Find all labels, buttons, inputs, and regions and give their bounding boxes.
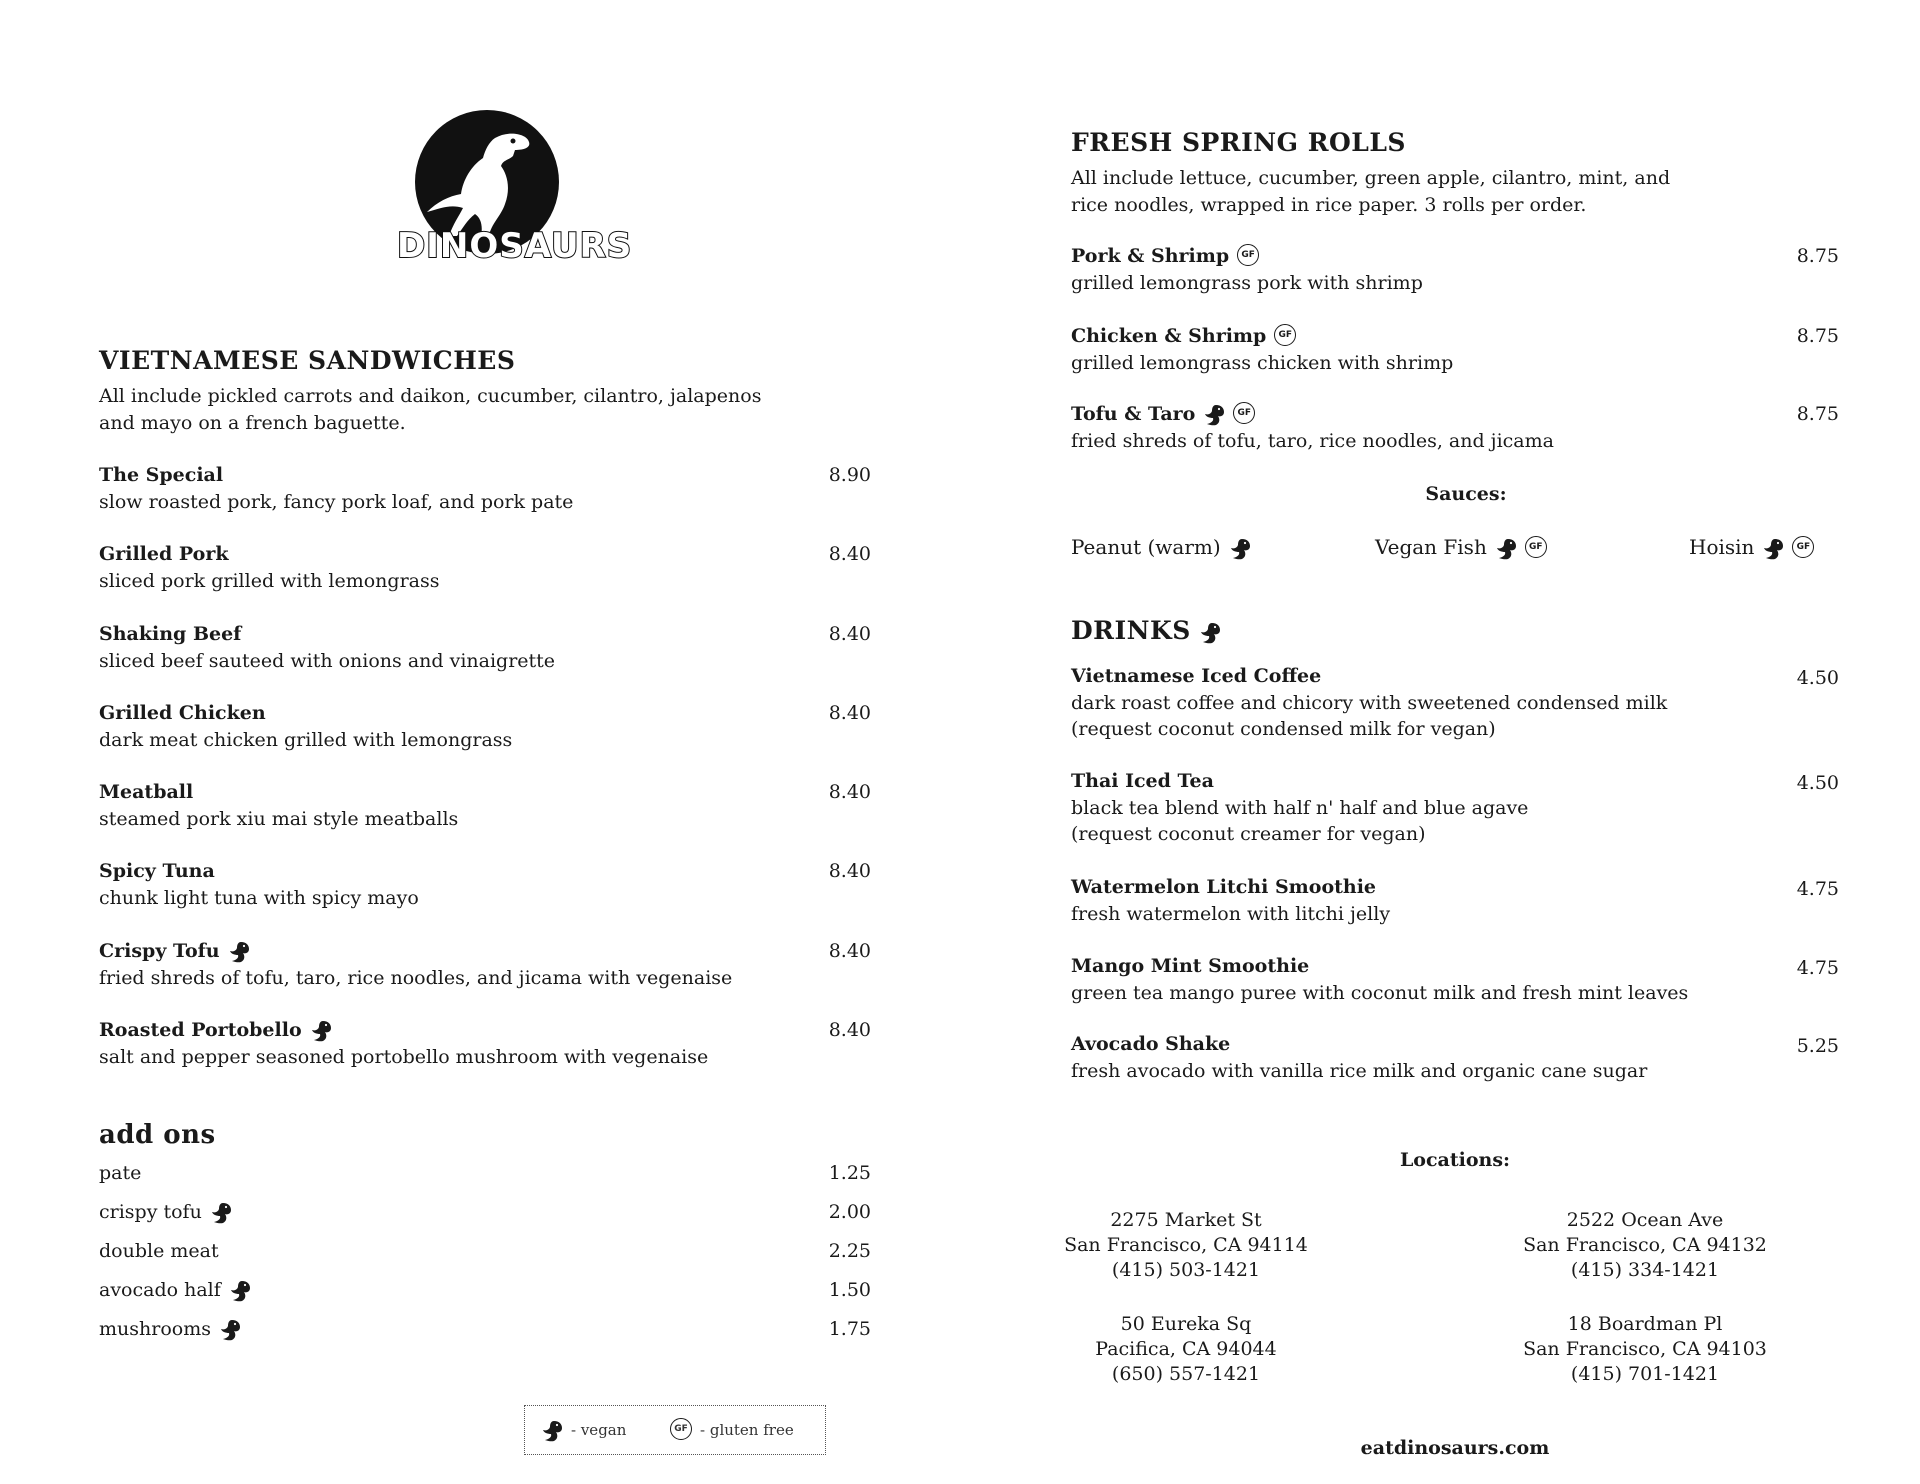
item-price: 8.40	[828, 623, 871, 645]
dinosaurs-logo	[397, 108, 633, 276]
sandwiches-heading: VIETNAMESE SANDWICHES	[99, 346, 516, 375]
legend-gluten-free	[670, 1406, 794, 1454]
location-phone: (650) 557-1421	[1111, 1363, 1261, 1385]
item-name-text: The Special	[99, 464, 224, 486]
gluten-free-icon: GF	[1525, 536, 1547, 558]
addon-item	[99, 1276, 871, 1306]
addon-price: 2.00	[828, 1201, 871, 1223]
item-name-text: Watermelon Litchi Smoothie	[1071, 876, 1377, 898]
item-description: steamed pork xiu mai style meatballs	[99, 808, 459, 830]
item-price: 8.40	[828, 1019, 871, 1041]
menu-item	[99, 938, 871, 994]
item-name	[99, 779, 193, 805]
item-price: 4.75	[1796, 878, 1839, 900]
location-city: San Francisco, CA 94103	[1523, 1338, 1767, 1360]
item-description-note: (request coconut creamer for vegan)	[1071, 823, 1426, 845]
item-price: 4.50	[1796, 772, 1839, 794]
addon-name	[99, 1276, 251, 1304]
item-price: 8.40	[828, 702, 871, 724]
item-price: 8.75	[1796, 325, 1839, 347]
addon-price: 1.50	[828, 1279, 871, 1301]
item-name	[99, 700, 266, 726]
vegan-dino-icon	[210, 1202, 232, 1224]
intro-line: All include lettuce, cucumber, green apple, cilantro, mint, and	[1071, 167, 1671, 189]
website-link[interactable]: eatdinosaurs.com	[1360, 1437, 1550, 1459]
location-city: San Francisco, CA 94132	[1523, 1234, 1767, 1256]
drinks-heading	[1071, 616, 1221, 645]
menu-item	[1071, 401, 1839, 457]
intro-line: and mayo on a french baguette.	[99, 412, 406, 434]
addon-item	[99, 1159, 871, 1189]
item-name	[1071, 323, 1296, 349]
addon-name-text: mushrooms	[99, 1318, 211, 1340]
addons-heading: add ons	[99, 1120, 216, 1150]
menu-item	[1071, 243, 1839, 299]
dietary-legend	[524, 1405, 826, 1455]
vegan-dino-icon	[1229, 538, 1251, 560]
item-description: grilled lemongrass chicken with shrimp	[1071, 352, 1454, 374]
location-phone: (415) 701-1421	[1570, 1363, 1720, 1385]
location-phone: (415) 334-1421	[1570, 1259, 1720, 1281]
vegan-dino-icon	[229, 1280, 251, 1302]
item-name-text: Crispy Tofu	[99, 940, 220, 962]
sauce-name: Hoisin	[1689, 535, 1755, 559]
addon-name	[99, 1159, 141, 1187]
drinks-title: DRINKS	[1071, 616, 1191, 645]
menu-item	[99, 858, 871, 914]
item-name	[99, 462, 223, 488]
location-block	[1026, 1208, 1346, 1283]
item-name	[1071, 768, 1214, 794]
menu-item	[1071, 953, 1839, 1009]
addon-name-text: crispy tofu	[99, 1201, 202, 1223]
location-street: 2275 Market St	[1110, 1209, 1262, 1231]
item-price: 8.40	[828, 860, 871, 882]
item-name-text: Thai Iced Tea	[1071, 770, 1214, 792]
item-price: 8.90	[828, 464, 871, 486]
item-name-text: Meatball	[99, 781, 194, 803]
item-description: dark meat chicken grilled with lemongrass	[99, 729, 513, 751]
addon-name	[99, 1198, 232, 1226]
addon-price: 1.25	[828, 1162, 871, 1184]
item-price: 8.75	[1796, 245, 1839, 267]
menu-item	[99, 621, 871, 677]
addon-item	[99, 1315, 871, 1345]
item-name-text: Mango Mint Smoothie	[1071, 955, 1310, 977]
item-name-text: Chicken & Shrimp	[1071, 325, 1267, 347]
item-price: 8.40	[828, 940, 871, 962]
sauce-item	[1375, 533, 1547, 561]
addon-name-text: avocado half	[99, 1279, 221, 1301]
addon-price: 2.25	[828, 1240, 871, 1262]
menu-item	[99, 1017, 871, 1073]
item-name	[99, 858, 215, 884]
addon-item	[99, 1198, 871, 1228]
sauce-item	[1689, 533, 1814, 561]
menu-item	[99, 462, 871, 518]
item-name-text: Grilled Chicken	[99, 702, 266, 724]
addon-name	[99, 1315, 241, 1343]
item-name	[1071, 953, 1309, 979]
addon-name-text: double meat	[99, 1240, 219, 1262]
location-block	[1026, 1312, 1346, 1387]
item-name-text: Spicy Tuna	[99, 860, 215, 882]
locations-heading: Locations:	[1399, 1149, 1511, 1171]
location-city: San Francisco, CA 94114	[1064, 1234, 1308, 1256]
item-description: fresh avocado with vanilla rice milk and organic cane sugar	[1071, 1060, 1648, 1082]
vegan-dino-icon	[310, 1020, 332, 1042]
gluten-free-icon: GF	[1237, 244, 1259, 266]
item-name-text: Avocado Shake	[1071, 1033, 1231, 1055]
sauces-heading: Sauces:	[1425, 483, 1507, 505]
item-name	[99, 938, 250, 964]
item-name	[99, 621, 241, 647]
addon-item	[99, 1237, 871, 1267]
vegan-dino-icon	[1495, 538, 1517, 560]
location-block	[1485, 1208, 1805, 1283]
menu-item	[1071, 768, 1839, 845]
sandwiches-intro	[99, 383, 761, 437]
item-name	[1071, 1031, 1230, 1057]
menu-item	[1071, 663, 1839, 740]
item-description: green tea mango puree with coconut milk and fresh mint leaves	[1071, 982, 1689, 1004]
item-name-text: Grilled Pork	[99, 543, 229, 565]
gluten-free-icon: GF	[1792, 536, 1814, 558]
item-name-text: Pork & Shrimp	[1071, 245, 1230, 267]
addon-price: 1.75	[828, 1318, 871, 1340]
item-description: salt and pepper seasoned portobello mushroom with vegenaise	[99, 1046, 709, 1068]
vegan-dino-icon	[219, 1319, 241, 1341]
gluten-free-icon: GF	[670, 1418, 692, 1440]
vegan-dino-icon	[228, 941, 250, 963]
intro-line: rice noodles, wrapped in rice paper. 3 rolls per order.	[1071, 194, 1587, 216]
location-block	[1485, 1312, 1805, 1387]
location-city: Pacifica, CA 94044	[1095, 1338, 1277, 1360]
location-street: 50 Eureka Sq	[1120, 1313, 1252, 1335]
legend-vegan	[541, 1406, 626, 1454]
item-price: 4.50	[1796, 667, 1839, 689]
menu-item	[1071, 323, 1839, 379]
vegan-dino-icon	[1199, 622, 1221, 644]
location-street: 18 Boardman Pl	[1567, 1313, 1723, 1335]
item-name-text: Shaking Beef	[99, 623, 242, 645]
item-name-text: Vietnamese Iced Coffee	[1071, 665, 1322, 687]
spring-rolls-intro	[1071, 165, 1670, 219]
vegan-dino-icon	[541, 1420, 563, 1442]
item-price: 8.40	[828, 781, 871, 803]
item-name	[99, 1017, 332, 1043]
sauce-item	[1071, 533, 1251, 561]
item-name-text: Tofu & Taro	[1071, 403, 1196, 425]
item-description: grilled lemongrass pork with shrimp	[1071, 272, 1423, 294]
spring-rolls-heading: FRESH SPRING ROLLS	[1071, 128, 1406, 157]
item-name	[1071, 243, 1259, 269]
item-name	[99, 541, 229, 567]
item-description: fried shreds of tofu, taro, rice noodles, and jicama with vegenaise	[99, 967, 733, 989]
addon-name-text: pate	[99, 1162, 142, 1184]
logo-wordmark: DINOSAURS	[397, 226, 633, 266]
vegan-dino-icon	[1762, 538, 1784, 560]
menu-item	[1071, 1031, 1839, 1087]
item-description: dark roast coffee and chicory with sweetened condensed milk	[1071, 692, 1668, 714]
item-description: sliced pork grilled with lemongrass	[99, 570, 440, 592]
item-description: slow roasted pork, fancy pork loaf, and pork pate	[99, 491, 574, 513]
item-name	[1071, 401, 1255, 427]
sauce-name: Vegan Fish	[1375, 535, 1487, 559]
intro-line: All include pickled carrots and daikon, cucumber, cilantro, jalapenos	[99, 385, 762, 407]
item-price: 5.25	[1796, 1035, 1839, 1057]
addon-name	[99, 1237, 219, 1265]
menu-item	[99, 779, 871, 835]
item-description: fresh watermelon with litchi jelly	[1071, 903, 1391, 925]
item-price: 8.75	[1796, 403, 1839, 425]
item-description-note: (request coconut condensed milk for vegan)	[1071, 718, 1496, 740]
menu-item	[1071, 874, 1839, 930]
item-description: chunk light tuna with spicy mayo	[99, 887, 419, 909]
item-price: 4.75	[1796, 957, 1839, 979]
item-description: black tea blend with half n' half and blue agave	[1071, 797, 1529, 819]
gluten-free-icon: GF	[1233, 402, 1255, 424]
location-phone: (415) 503-1421	[1111, 1259, 1261, 1281]
item-name-text: Roasted Portobello	[99, 1019, 302, 1041]
menu-item	[99, 700, 871, 756]
menu-item	[99, 541, 871, 597]
item-name	[1071, 663, 1321, 689]
item-description: fried shreds of tofu, taro, rice noodles, and jicama	[1071, 430, 1554, 452]
legend-gf-label: - gluten free	[700, 1421, 794, 1439]
location-street: 2522 Ocean Ave	[1566, 1209, 1724, 1231]
item-description: sliced beef sauteed with onions and vinaigrette	[99, 650, 556, 672]
legend-vegan-label: - vegan	[571, 1421, 627, 1439]
item-price: 8.40	[828, 543, 871, 565]
item-name	[1071, 874, 1376, 900]
vegan-dino-icon	[1203, 404, 1225, 426]
sauce-name: Peanut (warm)	[1071, 535, 1221, 559]
gluten-free-icon: GF	[1274, 324, 1296, 346]
